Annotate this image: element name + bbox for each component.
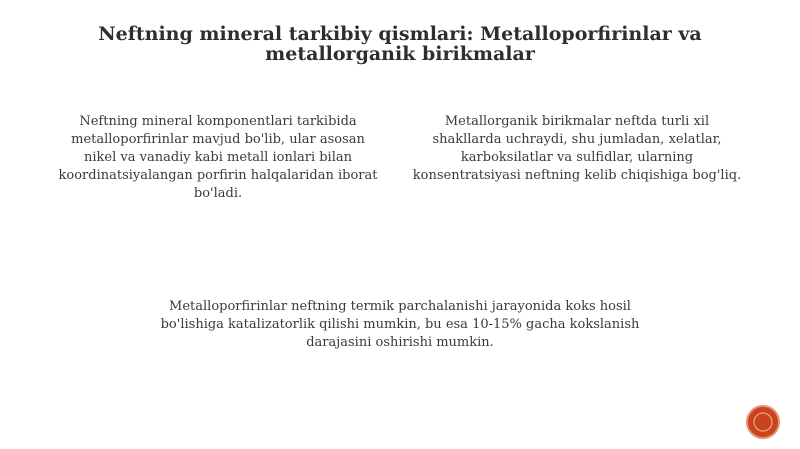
next-slide-button[interactable]	[748, 407, 778, 437]
right-paragraph: Metallorganik birikmalar neftda turli xil shakllarda uchraydi, shu jumladan, xelatlar, karboksilatlar va sulfidlar, ularning konsentratsiyasi neftning kelib chiqishiga bog'liq.	[412, 114, 742, 183]
bottom-paragraph: Metalloporfirinlar neftning termik parchalanishi jarayonida koks hosil bo'lishiga katalizatorlik qilishi mumkin, bu esa 10-15% gacha kokslanish darajasini oshirishi mumkin.	[160, 299, 640, 350]
left-paragraph: Neftning mineral komponentlari tarkibida metalloporfirinlar mavjud bo'lib, ular asosan nikel va vanadiy kabi metall ionlari bilan koordinatsiyalangan porfirin halqalaridan iborat bo'ladi.	[58, 114, 378, 201]
slide-title: Neftning mineral tarkibiy qismlari: Metalloporfirinlar va metallorganik birikmalar	[98, 23, 702, 65]
circle-button-icon	[752, 411, 774, 433]
